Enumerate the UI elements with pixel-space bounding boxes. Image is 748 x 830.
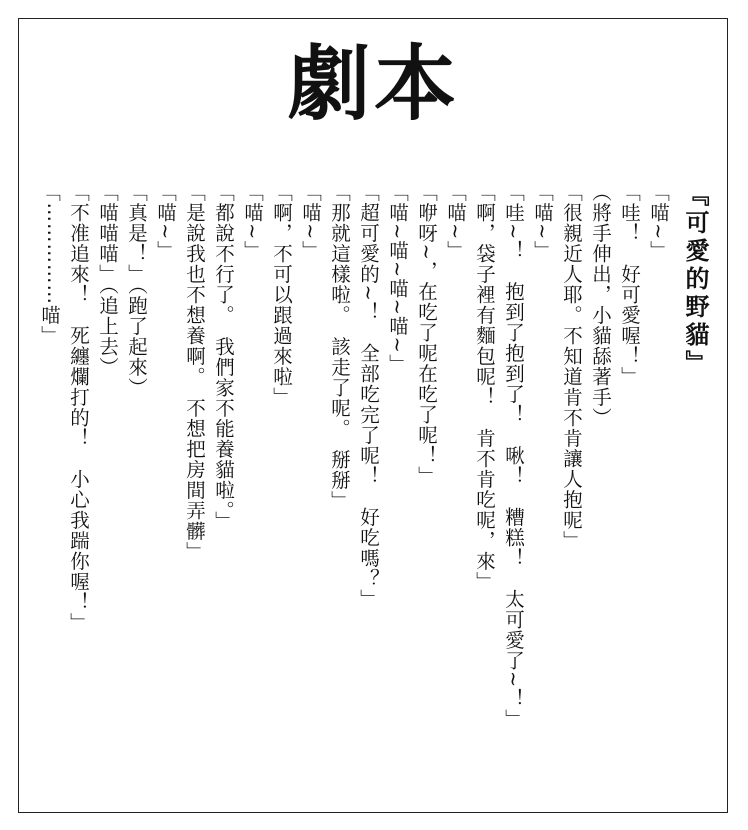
script-line: 「不准追來！ 死纏爛打的！ 小心我踹你喔！」 bbox=[67, 182, 90, 633]
script-line: 「哇~！ 抱到了抱到了！ 啾！ 糟糕！ 太可愛了~！」 bbox=[502, 182, 525, 730]
script-line: 「超可愛的~！ 全部吃完了呢！ 好吃嗎？」 bbox=[357, 182, 380, 610]
script-line: 「喵~」 bbox=[647, 182, 670, 261]
script-body bbox=[38, 182, 710, 742]
script-line: 「喵~」 bbox=[154, 182, 177, 261]
script-line: 「都說不行了。 我們家不能養貓啦。」 bbox=[212, 182, 235, 532]
script-line: 「喵~」 bbox=[531, 182, 554, 261]
script-line: 「是說我也不想養啊。 不想把房間弄髒」 bbox=[183, 182, 206, 562]
script-line: 「那就這樣啦。 該走了呢。 掰掰」 bbox=[328, 182, 351, 511]
script-line: 「啊，不可以跟過來啦」 bbox=[270, 182, 293, 408]
script-line: 「喵~」 bbox=[241, 182, 264, 261]
script-line: 「真是！」（跑了起來） bbox=[125, 182, 148, 398]
script-line: 「喵~」 bbox=[299, 182, 322, 261]
script-line: 「喵喵喵」（追上去） bbox=[96, 182, 119, 378]
page-title: 劇本 bbox=[287, 37, 460, 132]
script-line: 「哇！ 好可愛喔！」 bbox=[618, 182, 641, 387]
play-title: 『可愛的野貓』 bbox=[681, 182, 710, 378]
script-line: 「咿呀~，在吃了呢在吃了呢！」 bbox=[415, 182, 438, 487]
script-line: 「喵~」 bbox=[444, 182, 467, 261]
script-line: 「很親近人耶。不知道肯不肯讓人抱呢」 bbox=[560, 182, 583, 551]
script-line: （將手伸出，小貓舔著手） bbox=[589, 182, 612, 428]
script-line: 「啊，袋子裡有麵包呢！ 肯不肯吃呢，來」 bbox=[473, 182, 496, 592]
script-line: 「喵~喵~喵~喵~」 bbox=[386, 182, 409, 375]
script-line: 「⋯⋯⋯⋯⋯喵」 bbox=[38, 182, 61, 346]
